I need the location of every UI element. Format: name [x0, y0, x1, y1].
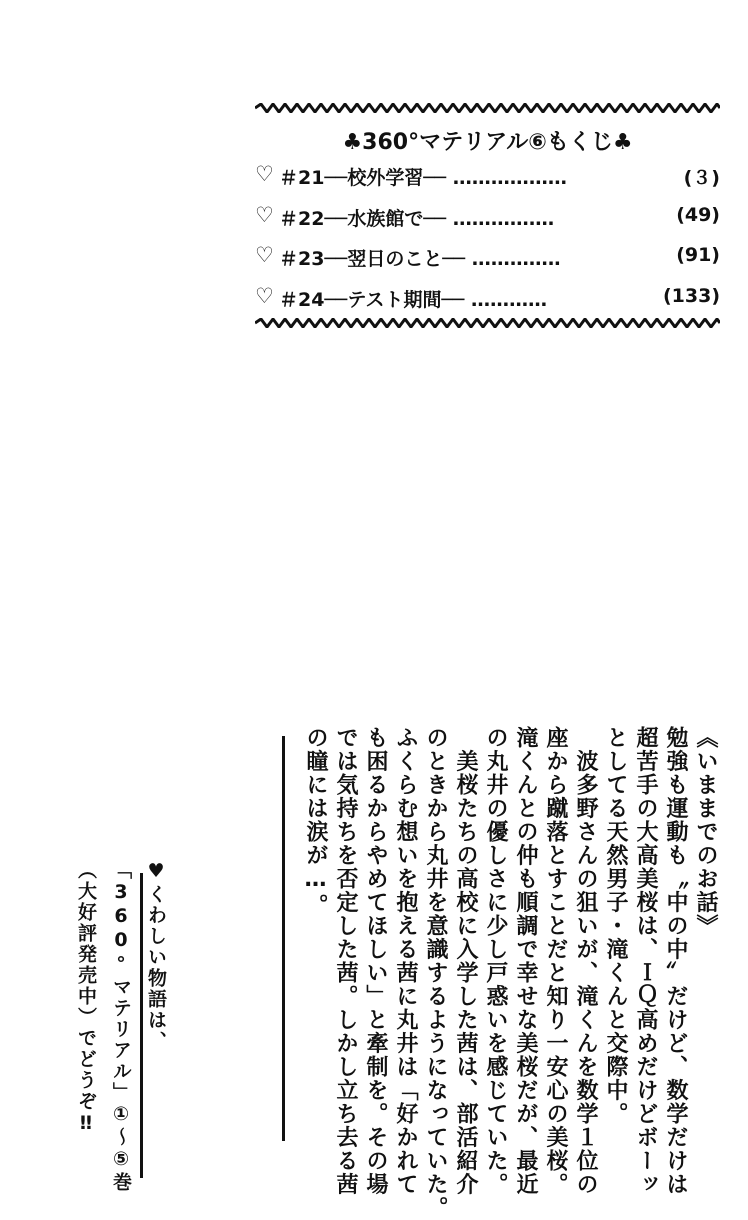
toc-entry-23 [255, 243, 720, 271]
toc-page-number: (91) [676, 244, 720, 266]
toc-page-number: (133) [662, 285, 720, 307]
zigzag-border-top [255, 103, 720, 113]
synopsis-line: では気持ちを否定した茜。しかし立ち去る茜 [333, 726, 358, 1196]
toc-chapter-label: ＃24──テスト期間── ‥‥‥‥‥‥ [279, 289, 548, 311]
info-line: ♥くわしい物語は、 [145, 860, 167, 1052]
synopsis-line: ふくらむ想いを抱える茜に丸井は「好かれて [393, 726, 418, 1196]
heart-icon: ♡ [255, 284, 274, 308]
toc-title: ♣360°マテリアル⑥もくじ♣ [342, 130, 633, 155]
toc-page-number: (３) [683, 167, 720, 189]
synopsis-heading: 《いままでのお話》 [693, 726, 718, 938]
synopsis-line: 波多野さんの狙いが、滝くんを数学１位の [573, 726, 598, 1196]
synopsis-line: の瞳には涙が…。 [303, 726, 328, 917]
synopsis-line: 座から蹴落とすことだと知り一安心の美桜。 [543, 726, 568, 1196]
toc-entry-22 [255, 203, 720, 231]
synopsis-divider [282, 736, 285, 1141]
toc-entry-24 [255, 284, 720, 312]
synopsis-line: のときから丸井を意識するようになっていた。 [423, 726, 448, 1220]
info-line: 「360°マテリアル」①〜⑤巻 [110, 860, 132, 1193]
toc-chapter-label: ＃23──翌日のこと── ‥‥‥‥‥‥‥ [279, 248, 561, 270]
synopsis-line: 美桜たちの高校に入学した茜は、部活紹介 [453, 726, 478, 1196]
series-info-block [40, 860, 180, 1193]
heart-icon: ♡ [255, 203, 274, 227]
synopsis-line: としてる天然男子・滝くんと交際中。 [603, 726, 628, 1126]
toc-chapter-label: ＃21──校外学習── ‥‥‥‥‥‥‥‥‥ [279, 167, 567, 189]
toc-page-number: (49) [676, 204, 720, 226]
synopsis-line: 滝くんとの仲も順調で幸せな美桜だが、最近 [513, 726, 538, 1196]
synopsis-block [296, 726, 720, 1220]
zigzag-border-bottom [255, 318, 720, 328]
toc-entry-21 [255, 162, 720, 190]
info-line: （大好評発売中）でどうぞ‼ [75, 860, 97, 1136]
synopsis-line: 勉強も運動も〝中の中〟だけど、数学だけは [663, 726, 688, 1196]
synopsis-line: も困るからやめてほしい」と牽制を。その場 [363, 726, 388, 1196]
synopsis-line: の丸井の優しさに少し戸惑いを感じていた。 [483, 726, 508, 1196]
heart-icon: ♡ [255, 162, 274, 186]
toc-chapter-label: ＃22──水族館で── ‥‥‥‥‥‥‥‥ [279, 208, 555, 230]
table-of-contents [255, 95, 720, 340]
synopsis-line: 超苦手の大高美桜は、ＩＱ高めだけどボーッ [633, 726, 658, 1196]
heart-icon: ♡ [255, 243, 274, 267]
